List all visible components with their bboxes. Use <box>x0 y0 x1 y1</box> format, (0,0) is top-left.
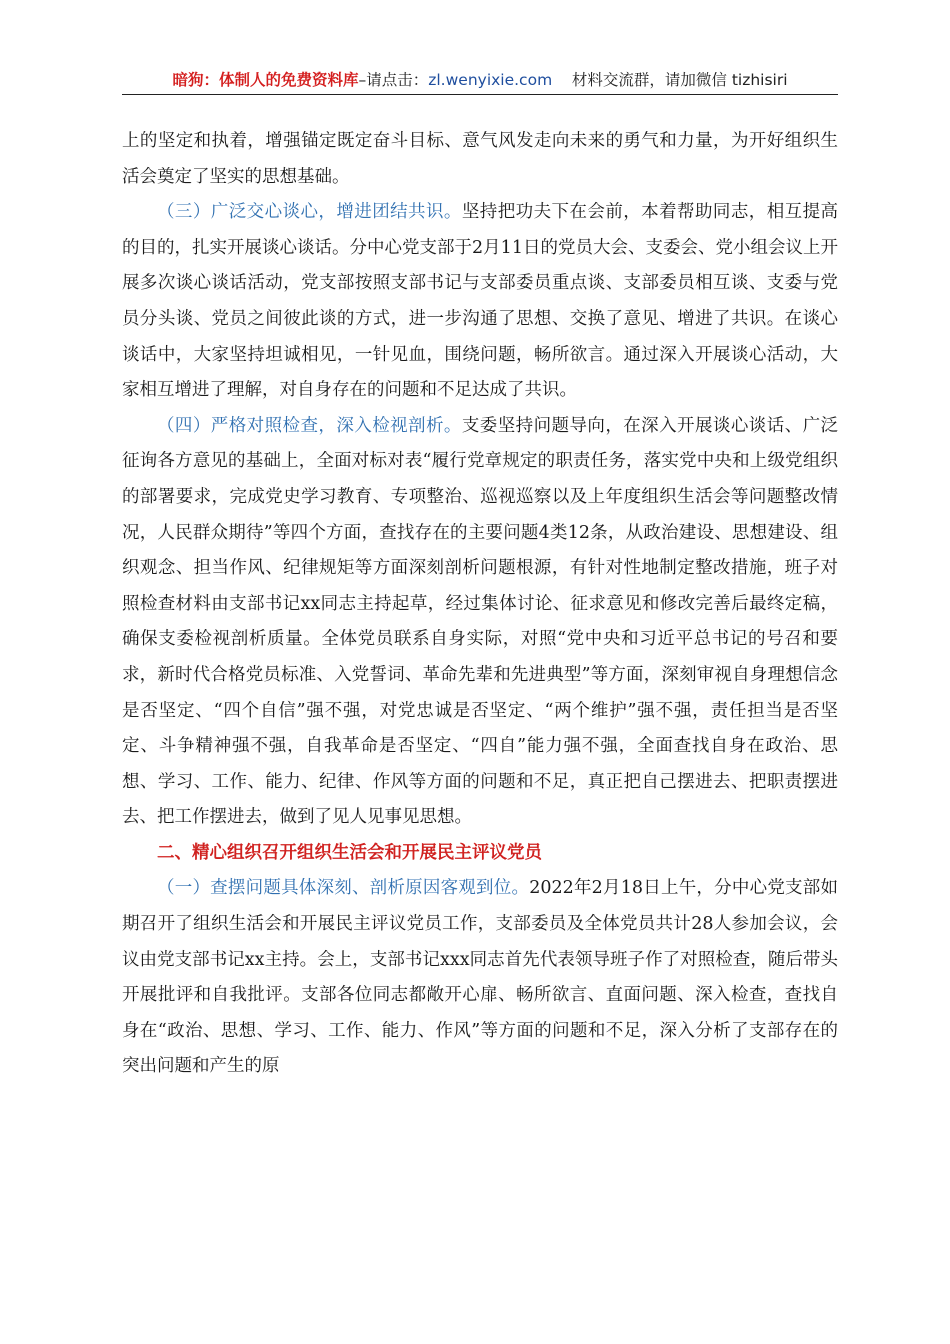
paragraph-lead-three: （三）广泛交心谈心，增进团结共识。 <box>157 202 462 223</box>
paragraph-text-four: 支委坚持问题导向，在深入开展谈心谈话、广泛征询各方意见的基础上，全面对标对表“履行党章规定的职责任务，落实党中央和上级党组织的部署要求，完成党史学习教育、专项整治、巡视巡察以及上年度组织生活会等问题整改情况，人民群众期待”等四个方面，查找存在的主要问题4类12条，从政治建设、思想建设、组织观念、担当作风、纪律规矩等方面深刻剖析问题根源，有针对性地制定整改措施，班子对照检查材料由支部书记xx同志主持起草，经过集体讨论、征求意见和修改完善后最终定稿，确保支委检视剖析质量。全体党员联系自身实际，对照“党中央和习近平总书记的号召和要求，新时代合格党员标准、入党誓词、革命先辈和先进典型”等方面，深刻审视自身理想信念是否坚定、“四个自信”强不强，对党忠诚是否坚定、“两个维护”强不强，责任担当是否坚定、斗争精神强不强，自我革命是否坚定、“四自”能力强不强，全面查找自身在政治、思想、学习、工作、能力、纪律、作风等方面的问题和不足，真正把自己摆进去、把职责摆进去、把工作摆进去，做到了见人见事见思想。 <box>122 415 839 828</box>
paragraph-lead-four: （四）严格对照检查，深入检视剖析。 <box>157 415 462 436</box>
paragraph-continuation: 上的坚定和执着，增强锚定既定奋斗目标、意气风发走向未来的勇气和力量，为开好组织生活会奠定了坚实的思想基础。 <box>122 131 838 187</box>
paragraph-section-one <box>122 871 838 1085</box>
page-header-banner <box>122 66 838 95</box>
header-url-link[interactable]: zl.wenyixie.com <box>428 71 553 89</box>
header-prompt: –请点击： <box>358 71 429 89</box>
section-heading: 二、精心组织召开组织生活会和开展民主评议党员 <box>157 842 542 863</box>
header-contact: 材料交流群，请加微信 tizhisiri <box>571 71 788 89</box>
paragraph-text-three: 坚持把功夫下在会前，本着帮助同志，相互提高的目的，扎实开展谈心谈话。分中心党支部于2月11日的党员大会、支委会、党小组会议上开展多次谈心谈话活动，党支部按照支部书记与支部委员重点谈、支部委员相互谈、支委与党员分头谈、党员之间彼此谈的方式，进一步沟通了思想、交换了意见、增进了共识。在谈心谈话中，大家坚持坦诚相见，一针见血，围绕问题，畅所欲言。通过深入开展谈心活动，大家相互增进了理解，对自身存在的问题和不足达成了共识。 <box>122 202 839 401</box>
paragraph-text-section-one: 2022年2月18日上午，分中心党支部如期召开了组织生活会和开展民主评议党员工作，支部委员及全体党员共计28人参加会议，会议由党支部书记xx主持。会上，支部书记xxx同志首先代表领导班子作了对照检查，随后带头开展批评和自我批评。支部各位同志都敞开心扉、畅所欲言、直面问题、深入检查，查找自身在“政治、思想、学习、工作、能力、作风”等方面的问题和不足，深入分析了支部存在的突出问题和产生的原 <box>122 878 838 1077</box>
brand-name: 暗狗：体制人的免费资料库 <box>172 71 359 89</box>
paragraph-three <box>122 195 838 409</box>
document-body <box>122 124 838 1085</box>
paragraph-four <box>122 409 838 836</box>
paragraph-lead-section-one: （一）查摆问题具体深刻、剖析原因客观到位。 <box>157 878 530 899</box>
